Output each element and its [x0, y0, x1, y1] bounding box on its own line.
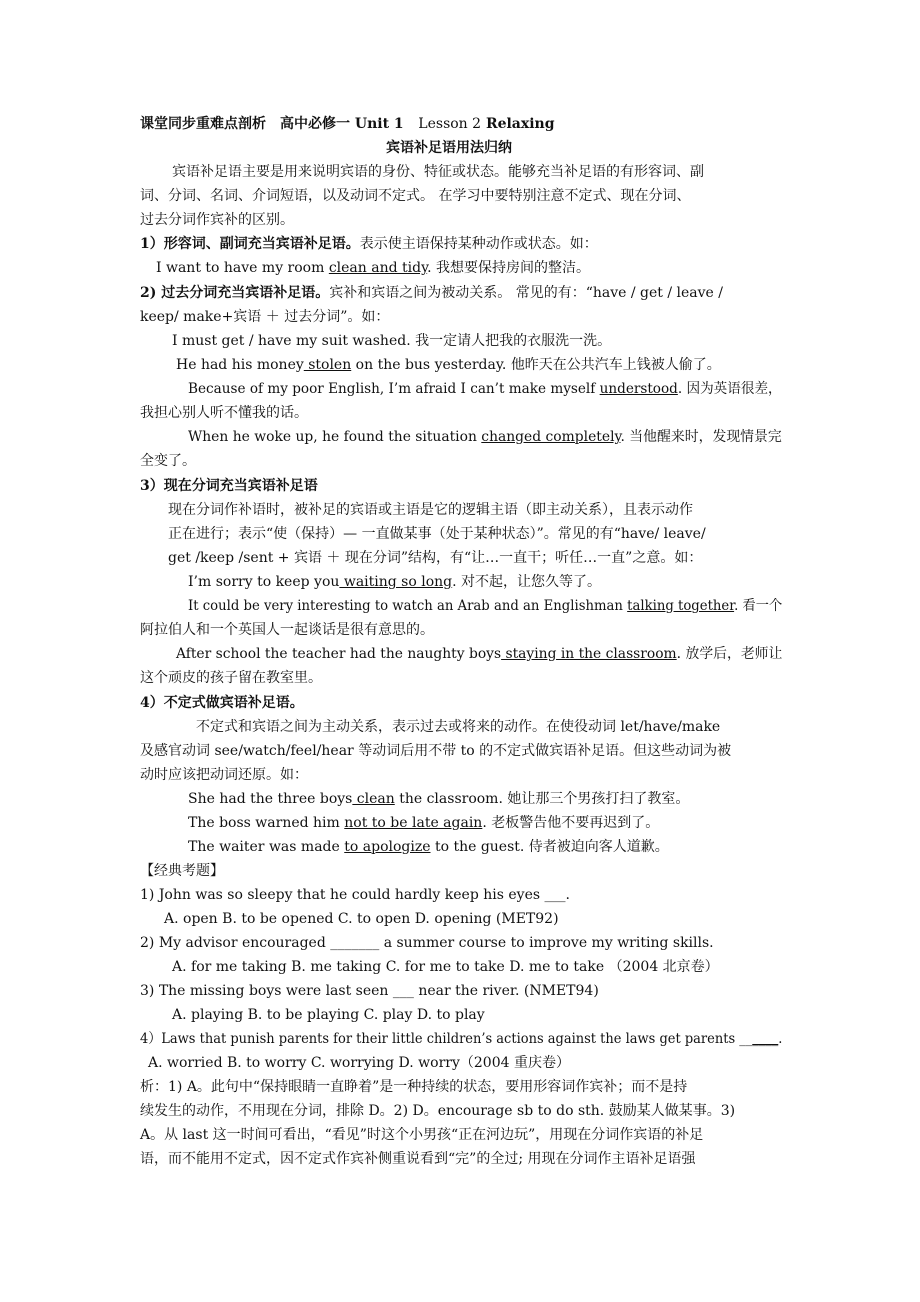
question-4: [140, 1030, 782, 1048]
section-2-heading: 2) 过去分词充当宾语补足语。: [140, 285, 330, 301]
example-text: . 老板警告他不要再迟到了。: [482, 815, 660, 831]
header-title: 课堂同步重难点剖析 高中必修一: [140, 116, 350, 132]
example-line: [188, 838, 669, 856]
question-3-options: A. playing B. to be playing C. play D. to play: [172, 1007, 485, 1023]
example-text: . 因为英语很差，: [677, 381, 782, 397]
example-underline: changed completely: [481, 429, 621, 445]
question-2: 2) My advisor encouraged _______ a summer course to improve my writing skills.: [140, 935, 714, 951]
question-3: 3) The missing boys were last seen ___ near the river. (NMET94): [140, 983, 599, 999]
example-text: The boss warned him: [188, 815, 345, 831]
example-text: . 我想要保持房间的整洁。: [427, 260, 591, 276]
section-3-desc-line: 现在分词作补语时，被补足的宾语或主语是它的逻辑主语（即主动关系），且表示动作: [168, 502, 693, 518]
exam-heading: 【经典考题】: [140, 863, 224, 879]
example-line: 我担心别人听不懂我的话。: [140, 405, 308, 421]
unit-label: Unit 1: [354, 116, 404, 132]
section-2-desc: 宾补和宾语之间为被动关系。 常见的有：“have / get / leave /: [329, 285, 723, 301]
example-text: It could be very interesting to watch an Arab and an Englishman: [188, 598, 628, 614]
section-3-desc-line: 正在进行；表示“使（保持）— 一直做某事（处于某种状态）”。常见的有“have/ leave/: [168, 526, 706, 542]
example-underline: clean and tidy: [328, 260, 428, 276]
section-4-desc-line: 动时应该把动词还原。如：: [140, 767, 308, 783]
example-text: . 对不起，让您久等了。: [452, 574, 602, 590]
section-2-desc-line: keep/ make+宾语 ＋ 过去分词”。如：: [140, 309, 390, 325]
page-header: [140, 115, 555, 133]
question-blank: __: [739, 1031, 753, 1047]
example-text: After school the teacher had the naughty boys: [176, 646, 502, 662]
example-line: [188, 573, 601, 591]
example-line: [188, 814, 659, 832]
example-text: He had his money: [176, 357, 304, 373]
example-line: 阿拉伯人和一个英国人一起谈话是很有意思的。: [140, 622, 434, 638]
example-line: 这个顽皮的孩子留在教室里。: [140, 670, 322, 686]
example-underline: talking together: [627, 598, 735, 614]
analysis-line: 析：1) A。此句中“保持眼睛一直睁着”是一种持续的状态，要用形容词作宾补；而不是持: [140, 1079, 688, 1095]
question-2-options: A. for me taking B. me taking C. for me to take D. me to take （2004 北京卷）: [172, 959, 719, 975]
section-3-desc-line: get /keep /sent + 宾语 ＋ 现在分词”结构，有“让…一直干；听任…一直”之意。如：: [168, 550, 703, 566]
example-text: the classroom. 她让那三个男孩打扫了教室。: [394, 791, 690, 807]
example-line: [188, 380, 782, 398]
example-text: to the guest. 侍者被迫向客人道歉。: [430, 839, 669, 855]
example-text: Because of my poor English, I’m afraid I can’t make myself: [188, 381, 600, 397]
topic-label: Relaxing: [485, 116, 555, 132]
intro-line: 词、分词、名词、介词短语，以及动词不定式。 在学习中要特别注意不定式、现在分词、: [140, 188, 691, 204]
example-line: [188, 428, 782, 446]
question-1-options: A. open B. to be opened C. to open D. opening (MET92): [164, 911, 559, 927]
example-text: I’m sorry to keep you: [188, 574, 340, 590]
section-4-heading: 4）不定式做宾语补足语。: [140, 695, 304, 711]
example-underline: understood: [599, 381, 678, 397]
section-1-heading: 1）形容词、副词充当宾语补足语。: [140, 236, 360, 252]
example-line: [156, 259, 590, 277]
example-line: [188, 597, 782, 615]
section-4-desc-line: 及感官动词 see/watch/feel/hear 等动词后用不带 to 的不定式做宾语补足语。但这些动词为被: [140, 743, 732, 759]
example-underline: clean: [352, 791, 395, 807]
example-line: [188, 790, 689, 808]
page-subtitle: 宾语补足语用法归纳: [386, 140, 512, 156]
lesson-label: Lesson 2: [418, 116, 482, 132]
question-text: .: [778, 1031, 783, 1047]
example-text: . 当他醒来时，发现情景完: [620, 429, 782, 445]
example-underline: not to be late again: [344, 815, 483, 831]
section-3-heading: 3）现在分词充当宾语补足语: [140, 478, 318, 494]
example-text: I want to have my room: [156, 260, 329, 276]
example-line: [176, 356, 721, 374]
question-blank-underline: ____: [752, 1031, 779, 1047]
example-line: [176, 645, 782, 663]
section-2-heading-line: [140, 284, 723, 302]
intro-line: 宾语补足语主要是用来说明宾语的身份、特征或状态。能够充当补足语的有形容词、副: [172, 164, 704, 180]
example-text: The waiter was made: [188, 839, 345, 855]
example-line: I must get / have my suit washed. 我一定请人把我的衣服洗一洗。: [172, 333, 612, 349]
analysis-line: A。从 last 这一时间可看出，“看见”时这个小男孩“正在河边玩”，用现在分词作宾语的补足: [140, 1127, 704, 1143]
example-line: 全变了。: [140, 453, 196, 469]
example-text: on the bus yesterday. 他昨天在公共汽车上钱被人偷了。: [351, 357, 721, 373]
example-text: She had the three boys: [188, 791, 353, 807]
section-1-heading-line: [140, 235, 598, 253]
example-underline: stolen: [303, 357, 352, 373]
section-1-desc: 表示使主语保持某种动作或状态。如：: [359, 236, 598, 252]
example-text: . 看一个: [734, 598, 783, 614]
example-text: When he woke up, he found the situation: [188, 429, 482, 445]
example-text: . 放学后，老师让: [676, 646, 783, 662]
analysis-line: 语，而不能用不定式，因不定式作宾补侧重说看到“完”的全过; 用现在分词作主语补足语强: [140, 1151, 696, 1167]
question-4-options: A. worried B. to worry C. worrying D. worry（2004 重庆卷）: [148, 1055, 570, 1071]
analysis-line: 续发生的动作，不用现在分词，排除 D。2) D。encourage sb to do sth. 鼓励某人做某事。3): [140, 1103, 736, 1119]
question-text: 4）Laws that punish parents for their little children’s actions against the laws get parents: [140, 1031, 740, 1047]
example-underline: staying in the classroom: [501, 646, 677, 662]
example-underline: to apologize: [344, 839, 431, 855]
section-4-desc-line: 不定式和宾语之间为主动关系，表示过去或将来的动作。在使役动词 let/have/make: [196, 719, 721, 735]
question-1: 1) John was so sleepy that he could hardly keep his eyes ___.: [140, 887, 570, 903]
example-underline: waiting so long: [339, 574, 453, 590]
intro-line: 过去分词作宾补的区别。: [140, 212, 294, 228]
